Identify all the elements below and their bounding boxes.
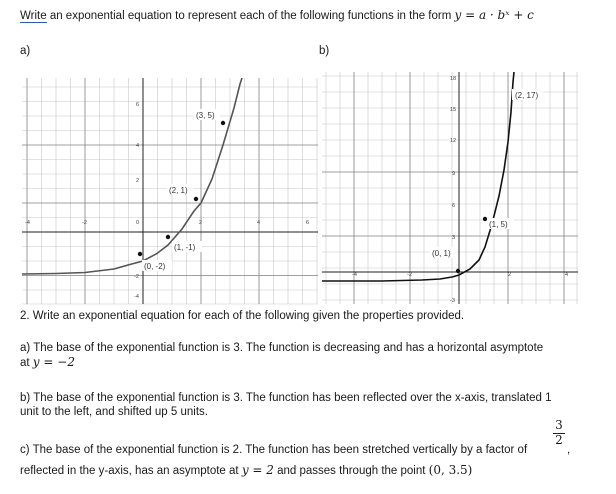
q2a-line2 xyxy=(20,355,75,370)
q2c-comma: , xyxy=(567,444,571,456)
graph-a-ytick: 2 xyxy=(136,178,140,184)
graph-a-point-label: (3, 5) xyxy=(196,111,215,120)
instruction-text: an exponential equation to represent each of the following functions in the form xyxy=(46,10,455,22)
q2c-fraction xyxy=(552,419,566,447)
q2a-prefix: at xyxy=(20,357,33,369)
graph-b-curve xyxy=(322,72,514,281)
graph-a-label: a) xyxy=(20,45,31,57)
q2b-line2: unit to the left, and shifted up 5 units. xyxy=(20,406,208,418)
q2a-line1: a) The base of the exponential function is 3. The function is decreasing and has a horizontal asymptote xyxy=(20,342,544,354)
q2c-frac-num: 3 xyxy=(555,418,563,432)
graph-a-point xyxy=(221,121,225,125)
q2c-line2 xyxy=(20,463,472,478)
graph-a-ytick: -2 xyxy=(134,274,139,280)
graph-a-point xyxy=(194,197,198,201)
graph-a-xtick: 0 xyxy=(136,220,140,226)
graph-b-point xyxy=(456,269,460,273)
graph-b-point-label: (2, 17) xyxy=(515,91,539,100)
q2a-equation: y = −2 xyxy=(32,355,75,369)
graph-b-point-label: (1, 5) xyxy=(489,220,508,229)
graph-b-xtick: 2 xyxy=(508,272,512,278)
graph-b xyxy=(322,72,578,306)
graph-a-xtick: -2 xyxy=(82,220,87,226)
graph-b-ytick: 3 xyxy=(452,235,456,241)
q2c-point: (0, 3.5) xyxy=(428,463,473,477)
graph-b-ytick: -3 xyxy=(450,298,455,304)
graph-b-ytick: 9 xyxy=(452,171,456,177)
graph-a-point xyxy=(138,252,142,256)
graph-a-ytick: 4 xyxy=(136,143,140,149)
q2c-line1: c) The base of the exponential function is 2. The function has been stretched vertically by a factor of xyxy=(20,444,528,456)
q2-title: 2. Write an exponential equation for each of the following given the properties provided. xyxy=(20,310,465,322)
graph-a-xtick: 2 xyxy=(199,220,203,226)
graph-b-label: b) xyxy=(319,45,330,57)
graph-a-point-label: (2, 1) xyxy=(169,186,188,195)
graph-a-curve xyxy=(22,78,242,274)
graph-a xyxy=(22,78,318,306)
graph-b-xtick: 4 xyxy=(565,272,569,278)
graph-a-ytick: 6 xyxy=(136,102,140,108)
graph-b-ytick: 6 xyxy=(452,203,456,209)
graph-a-xtick: -4 xyxy=(25,220,30,226)
graph-b-ytick: 15 xyxy=(450,107,457,113)
q2c-asymptote: y = 2 xyxy=(241,463,274,477)
graph-a-ytick: -4 xyxy=(134,294,139,300)
q2c-text-a: reflected in the y-axis, has an asymptote at xyxy=(20,465,242,477)
graph-b-xtick: -4 xyxy=(352,272,357,278)
graph-a-point xyxy=(166,235,170,239)
form-equation: y = a · bˣ + c xyxy=(454,8,534,22)
graph-b-ytick: 18 xyxy=(450,76,457,82)
instruction-word: Write xyxy=(20,10,47,22)
q2c-text-b: and passes through the point xyxy=(273,465,429,477)
graph-b-ytick: 12 xyxy=(450,138,457,144)
q2c-frac-den: 2 xyxy=(555,433,563,447)
graph-b-point xyxy=(483,217,487,221)
graph-a-point-label: (1, -1) xyxy=(174,243,196,252)
instruction-line xyxy=(20,8,534,23)
graph-a-point-label: (0, -2) xyxy=(144,262,166,271)
graph-a-xtick: 4 xyxy=(257,220,261,226)
graph-a-xtick: 6 xyxy=(306,220,310,226)
graph-b-point-label: (0, 1) xyxy=(432,249,451,258)
q2b-line1: b) The base of the exponential function is 3. The function has been reflected over the x-axis, translated 1 xyxy=(20,392,552,404)
graph-b-xtick: -2 xyxy=(407,272,412,278)
